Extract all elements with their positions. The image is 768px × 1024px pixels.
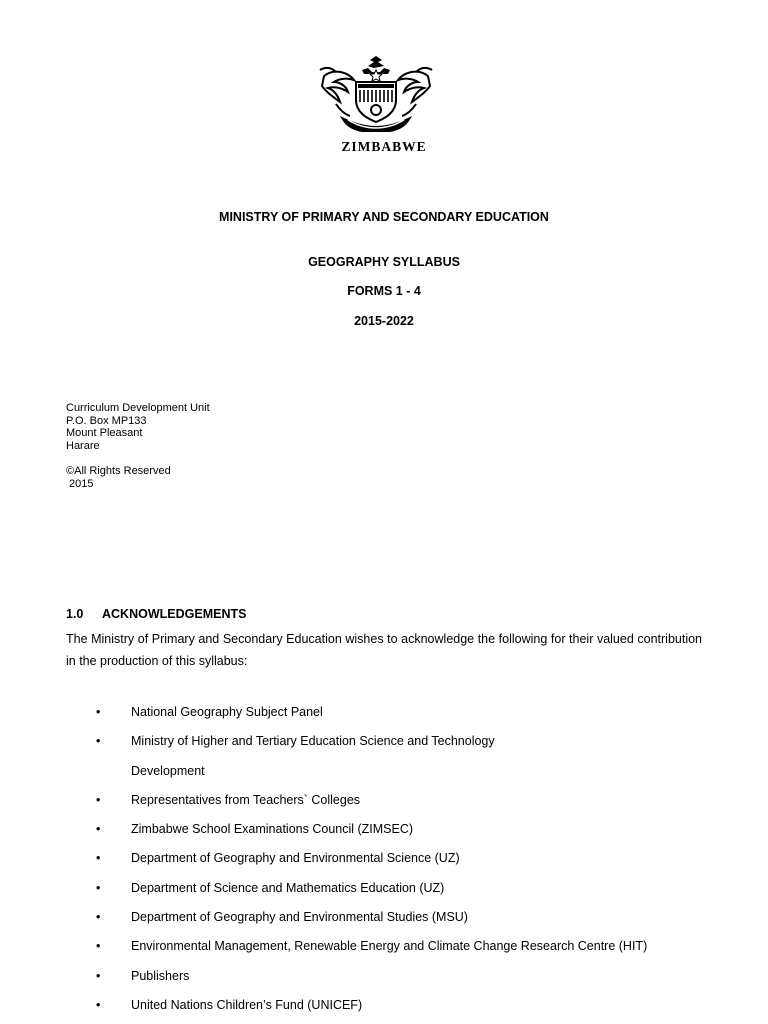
list-item: • Department of Geography and Environmental Studies (MSU) xyxy=(96,906,716,935)
bullet: • xyxy=(96,997,101,1012)
syllabus-title: GEOGRAPHY SYLLABUS xyxy=(308,255,460,269)
address-line: Mount Pleasant xyxy=(66,427,143,440)
bullet: • xyxy=(96,822,101,837)
list-item: • Representatives from Teachers` Colleges xyxy=(96,789,716,818)
acknowledgements-intro: The Ministry of Primary and Secondary Education wishes to acknowledge the following for their valued contribution in the production of this syllabus: xyxy=(66,632,702,668)
list-item: • Zimbabwe School Examinations Council (ZIMSEC) xyxy=(96,818,716,847)
address-line: Harare xyxy=(66,439,100,452)
years-title: 2015-2022 xyxy=(354,314,414,328)
address-line: Curriculum Development Unit xyxy=(66,402,210,414)
copyright-year: 2015 xyxy=(69,477,94,490)
section-heading xyxy=(66,607,246,621)
bullet: • xyxy=(96,910,101,925)
forms-title: FORMS 1 - 4 xyxy=(347,284,421,298)
acknowledgements-list xyxy=(96,701,716,1023)
list-item: • Ministry of Higher and Tertiary Education Science and Technology xyxy=(96,730,716,759)
address-line: P.O. Box MP133 xyxy=(66,414,147,427)
country-name: ZIMBABWE xyxy=(341,139,427,154)
ministry-title: MINISTRY OF PRIMARY AND SECONDARY EDUCATION xyxy=(219,210,549,224)
bullet: • xyxy=(96,939,101,954)
list-item-continuation: Development xyxy=(131,763,205,778)
list-item: • Department of Geography and Environmental Science (UZ) xyxy=(96,847,716,876)
list-item: • Publishers xyxy=(96,965,716,994)
coat-of-arms-emblem xyxy=(318,56,434,136)
bullet: • xyxy=(96,851,101,866)
address-block xyxy=(66,402,210,452)
list-item: • Environmental Management, Renewable Energy and Climate Change Research Centre (HIT) xyxy=(96,935,716,964)
list-item: • United Nations Children’s Fund (UNICEF) xyxy=(96,994,716,1023)
section-number: 1.0 xyxy=(66,607,84,621)
copyright-block xyxy=(66,465,171,490)
bullet: • xyxy=(96,792,101,807)
bullet: • xyxy=(96,705,101,719)
list-item: • Department of Science and Mathematics Education (UZ) xyxy=(96,877,716,906)
rights-reserved: ©All Rights Reserved xyxy=(66,465,171,477)
bullet: • xyxy=(96,880,101,895)
bullet: • xyxy=(96,734,101,749)
list-item: • National Geography Subject Panel xyxy=(96,701,716,730)
bullet: • xyxy=(96,968,101,983)
section-title: ACKNOWLEDGEMENTS xyxy=(102,607,247,621)
